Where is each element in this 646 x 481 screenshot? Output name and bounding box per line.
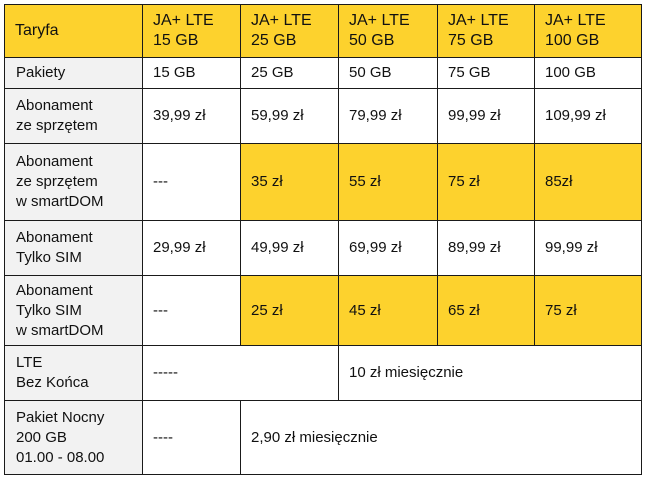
table-cell: 49,99 zł [241, 221, 339, 276]
row-label-pakiet-nocny: Pakiet Nocny 200 GB 01.00 - 08.00 [5, 401, 143, 475]
row-label-abonament-tylko-sim-smartdom: Abonament Tylko SIM w smartDOM [5, 276, 143, 346]
tariff-table [4, 4, 642, 475]
table-cell: 89,99 zł [438, 221, 535, 276]
table-cell-highlighted: 75 zł [535, 276, 642, 346]
row-pakiety [5, 58, 642, 89]
table-cell: 69,99 zł [339, 221, 438, 276]
table-cell: 59,99 zł [241, 89, 339, 144]
table-cell: 29,99 zł [143, 221, 241, 276]
row-abonament-tylko-sim [5, 221, 642, 276]
plan-header-15gb: JA+ LTE 15 GB [143, 5, 241, 58]
table-cell-highlighted: 65 zł [438, 276, 535, 346]
row-lte-bez-konca [5, 346, 642, 401]
row-abonament-ze-sprzetem-smartdom [5, 144, 642, 221]
plan-header-50gb: JA+ LTE 50 GB [339, 5, 438, 58]
table-cell-highlighted: 85zł [535, 144, 642, 221]
table-cell: 99,99 zł [535, 221, 642, 276]
table-cell: --- [143, 144, 241, 221]
table-cell: 109,99 zł [535, 89, 642, 144]
header-label-cell: Taryfa [5, 5, 143, 58]
table-cell: 75 GB [438, 58, 535, 89]
table-cell: 99,99 zł [438, 89, 535, 144]
plan-header-25gb: JA+ LTE 25 GB [241, 5, 339, 58]
row-label-abonament-ze-sprzetem: Abonament ze sprzętem [5, 89, 143, 144]
table-cell: 50 GB [339, 58, 438, 89]
row-label-lte-bez-konca: LTE Bez Końca [5, 346, 143, 401]
table-cell-merged: ----- [143, 346, 339, 401]
row-abonament-ze-sprzetem [5, 89, 642, 144]
table-cell: ---- [143, 401, 241, 475]
row-label-abonament-tylko-sim: Abonament Tylko SIM [5, 221, 143, 276]
row-abonament-tylko-sim-smartdom [5, 276, 642, 346]
header-row [5, 5, 642, 58]
row-label-abonament-ze-sprzetem-smartdom: Abonament ze sprzętem w smartDOM [5, 144, 143, 221]
table-cell-highlighted: 25 zł [241, 276, 339, 346]
row-pakiet-nocny [5, 401, 642, 475]
table-cell: 15 GB [143, 58, 241, 89]
table-cell: --- [143, 276, 241, 346]
table-cell: 25 GB [241, 58, 339, 89]
row-label-pakiety: Pakiety [5, 58, 143, 89]
table-cell-highlighted: 35 zł [241, 144, 339, 221]
plan-header-75gb: JA+ LTE 75 GB [438, 5, 535, 58]
table-cell-highlighted: 55 zł [339, 144, 438, 221]
table-cell-highlighted: 45 zł [339, 276, 438, 346]
table-cell: 79,99 zł [339, 89, 438, 144]
plan-header-100gb: JA+ LTE 100 GB [535, 5, 642, 58]
table-cell-highlighted: 75 zł [438, 144, 535, 221]
table-cell: 100 GB [535, 58, 642, 89]
table-cell: 39,99 zł [143, 89, 241, 144]
table-cell-merged: 2,90 zł miesięcznie [241, 401, 642, 475]
table-cell-merged: 10 zł miesięcznie [339, 346, 642, 401]
